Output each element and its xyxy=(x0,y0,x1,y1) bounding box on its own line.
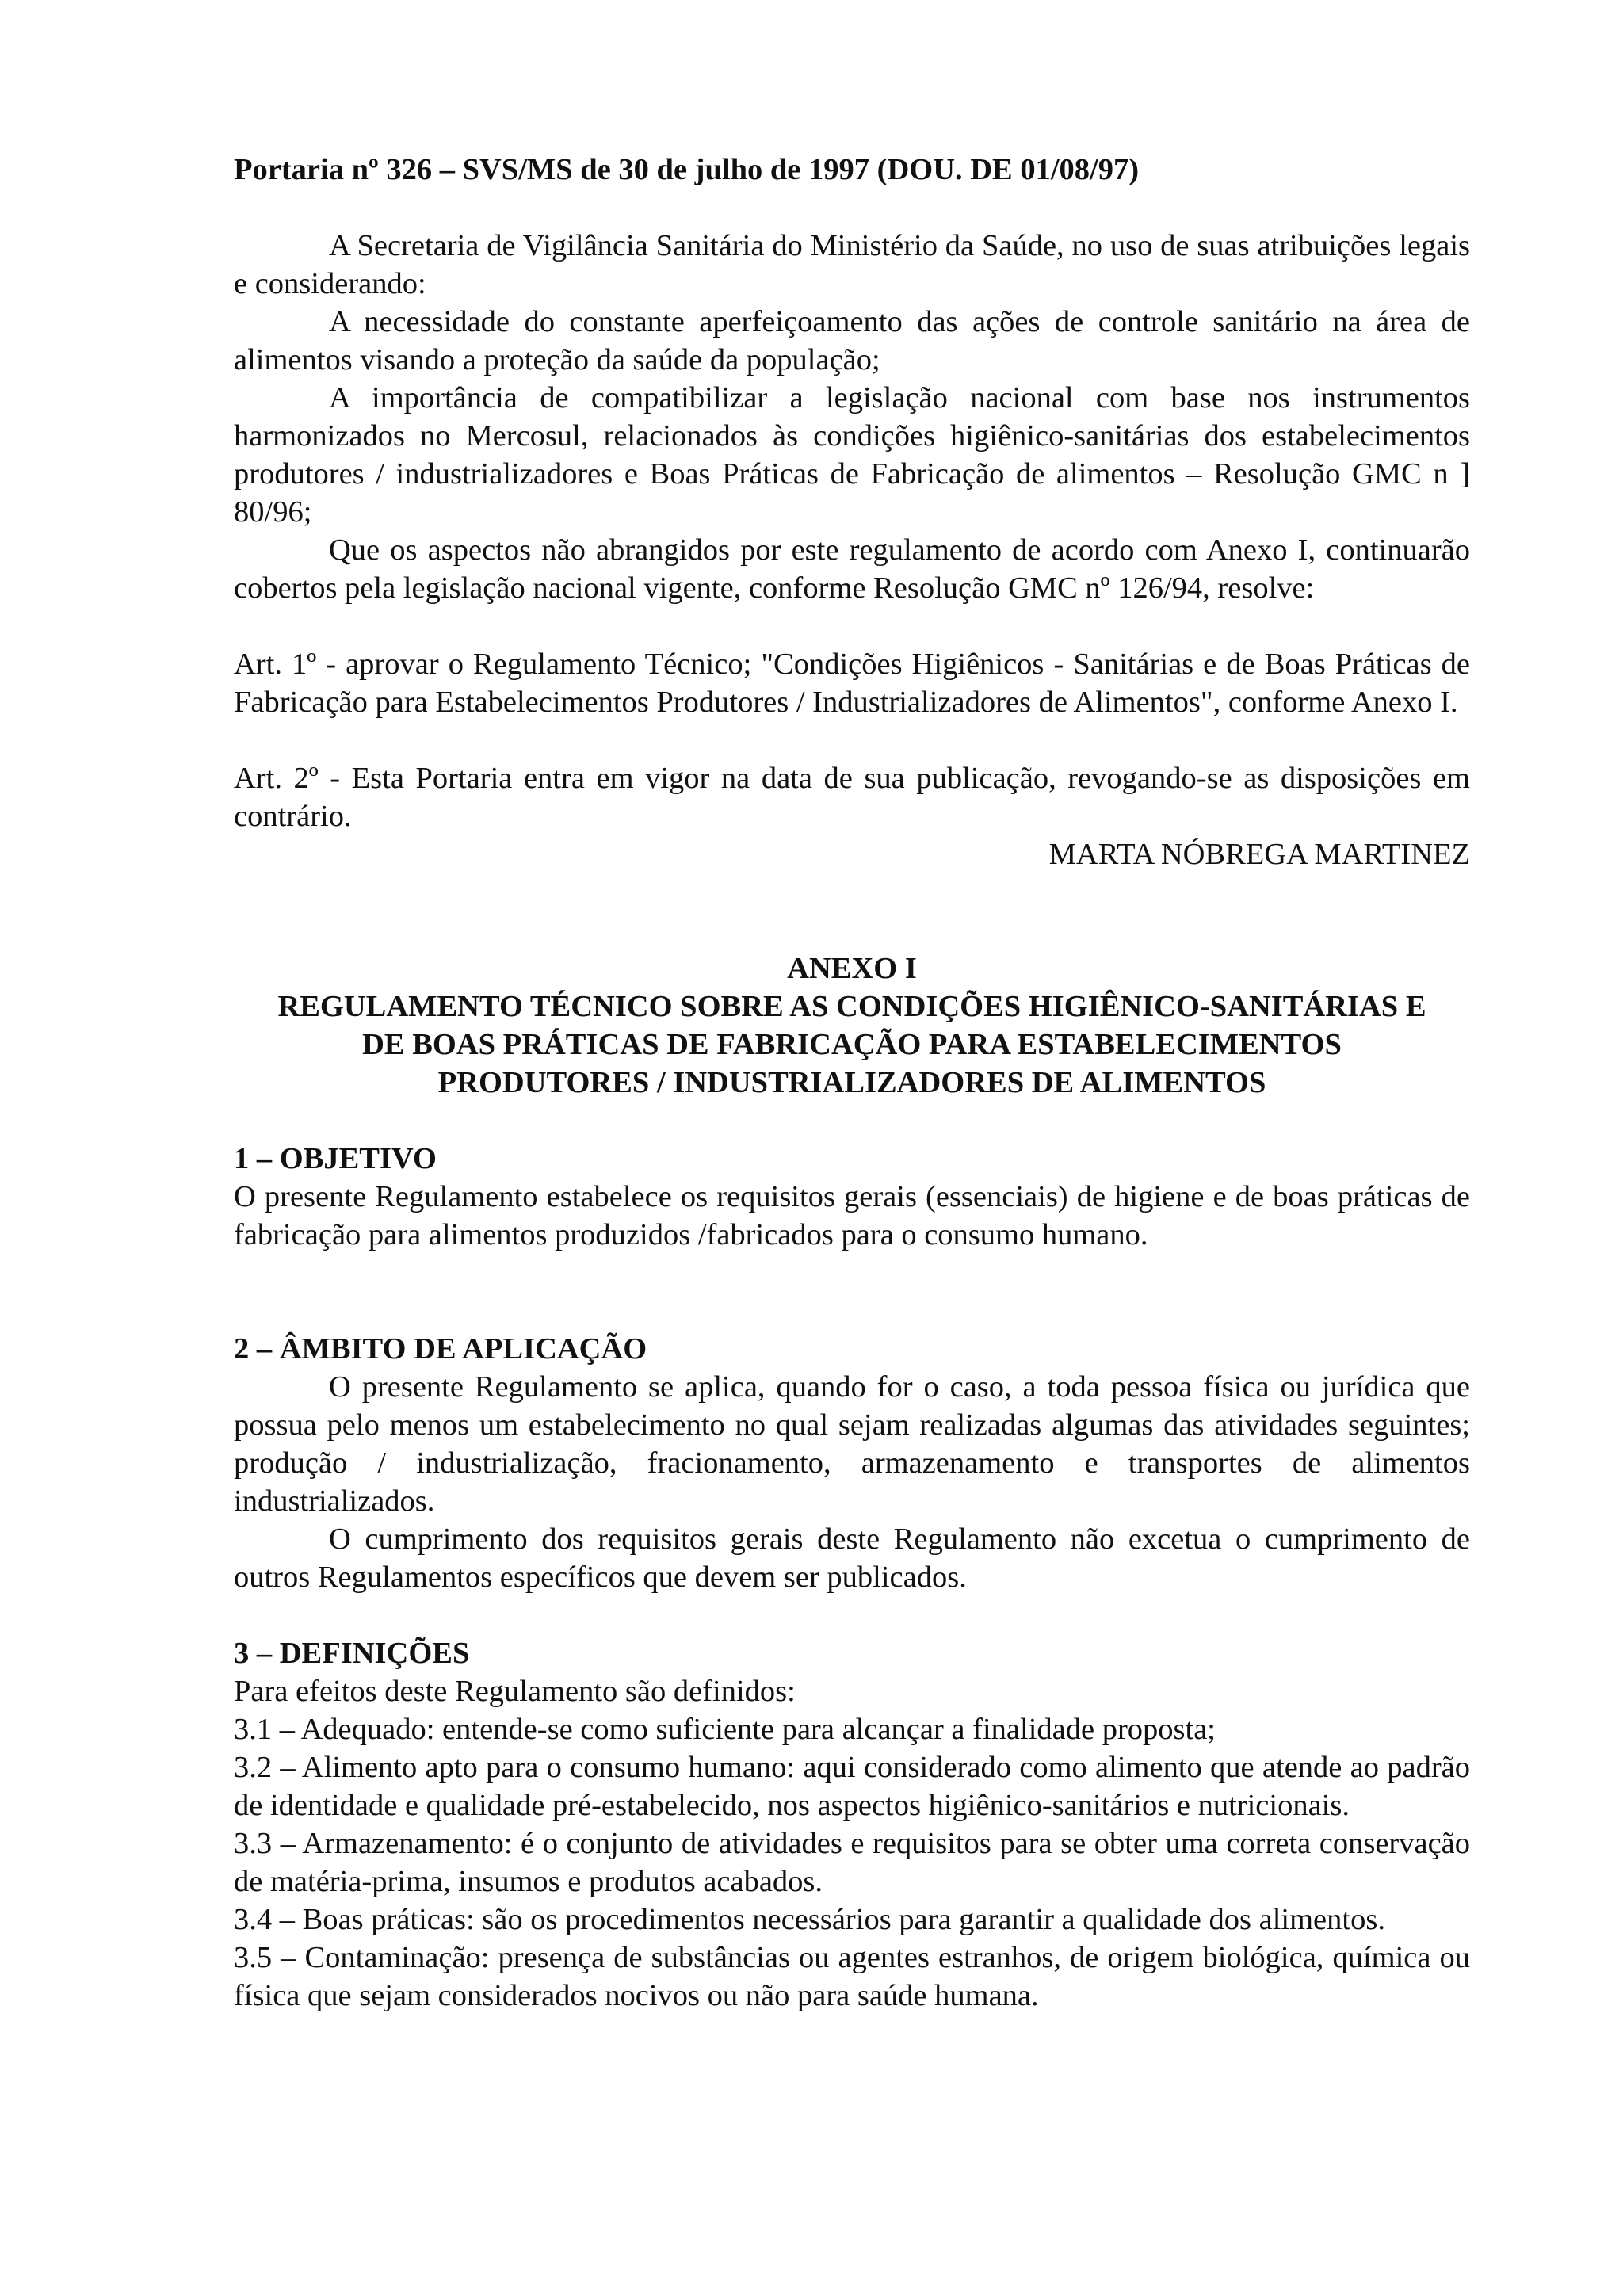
annex-title-line-3: PRODUTORES / INDUSTRIALIZADORES DE ALIMENTOS xyxy=(437,1066,1266,1099)
preamble-paragraph-4: Que os aspectos não abrangidos por este regulamento de acordo com Anexo I, continuarão cobertos pela legislação nacional vigente, conforme Resolução GMC nº 126/94, resolve: xyxy=(234,533,1470,605)
annex-label: ANEXO I xyxy=(787,952,917,985)
definition-item: 3.4 – Boas práticas: são os procedimentos necessários para garantir a qualidade dos alimentos. xyxy=(234,1903,1385,1936)
spacer xyxy=(234,1596,1470,1634)
preamble-paragraph-3: A importância de compatibilizar a legislação nacional com base nos instrumentos harmonizados no Mercosul, relacionados às condições higiênico-sanitárias dos estabelecimentos produtores / industrializadores e Boas Práticas de Fabricação de alimentos – Resolução GMC n ] 80/96; xyxy=(234,381,1470,529)
section-1-heading: 1 – OBJETIVO xyxy=(234,1142,437,1175)
definition-item: 3.5 – Contaminação: presença de substâncias ou agentes estranhos, de origem biológica, química ou física que sejam considerados nocivos ou não para saúde humana. xyxy=(234,1941,1470,2012)
section-3-heading: 3 – DEFINIÇÕES xyxy=(234,1637,470,1670)
spacer xyxy=(234,1254,1470,1330)
section-2-heading: 2 – ÂMBITO DE APLICAÇÃO xyxy=(234,1332,647,1366)
spacer xyxy=(234,189,1470,227)
article-2: Art. 2º - Esta Portaria entra em vigor na data de sua publicação, revogando-se as disposições em contrário. xyxy=(234,762,1470,833)
document-page xyxy=(234,151,1470,2015)
definition-item: 3.3 – Armazenamento: é o conjunto de atividades e requisitos para se obter uma correta conservação de matéria-prima, insumos e produtos acabados. xyxy=(234,1827,1470,1898)
section-1-text: O presente Regulamento estabelece os requisitos gerais (essenciais) de higiene e de boas práticas de fabricação para alimentos produzidos /fabricados para o consumo humano. xyxy=(234,1180,1470,1251)
annex-title-line-1: REGULAMENTO TÉCNICO SOBRE AS CONDIÇÕES HIGIÊNICO-SANITÁRIAS E xyxy=(277,990,1426,1023)
preamble-paragraph-2: A necessidade do constante aperfeiçoamento das ações de controle sanitário na área de alimentos visando a proteção da saúde da população; xyxy=(234,305,1470,376)
document-title: Portaria nº 326 – SVS/MS de 30 de julho de 1997 (DOU. DE 01/08/97) xyxy=(234,153,1140,186)
preamble-paragraph-1: A Secretaria de Vigilância Sanitária do Ministério da Saúde, no uso de suas atribuições legais e considerando: xyxy=(234,229,1470,300)
section-2-paragraph-1: O presente Regulamento se aplica, quando for o caso, a toda pessoa física ou jurídica que possua pelo menos um estabelecimento no qual sejam realizadas algumas das atividades seguintes; produção / industrialização, fracionamento, armazenamento e transportes de alimentos industrializados. xyxy=(234,1370,1470,1518)
spacer xyxy=(234,1102,1470,1140)
definition-item: 3.2 – Alimento apto para o consumo humano: aqui considerado como alimento que atende ao padrão de identidade e qualidade pré-estabelecido, nos aspectos higiênico-sanitários e nutricionais. xyxy=(234,1751,1470,1822)
spacer xyxy=(234,873,1470,949)
section-2-paragraph-2: O cumprimento dos requisitos gerais deste Regulamento não excetua o cumprimento de outros Regulamentos específicos que devem ser publicados. xyxy=(234,1522,1470,1594)
signature: MARTA NÓBREGA MARTINEZ xyxy=(1048,838,1470,871)
article-1: Art. 1º - aprovar o Regulamento Técnico; "Condições Higiênicos - Sanitárias e de Boas Práticas de Fabricação para Estabelecimentos Produtores / Industrializadores de Alimentos", conforme Anexo I. xyxy=(234,648,1470,719)
annex-title-line-2: DE BOAS PRÁTICAS DE FABRICAÇÃO PARA ESTABELECIMENTOS xyxy=(362,1028,1342,1061)
spacer xyxy=(234,607,1470,645)
section-3-intro: Para efeitos deste Regulamento são definidos: xyxy=(234,1675,796,1708)
spacer xyxy=(234,721,1470,759)
definition-item: 3.1 – Adequado: entende-se como suficiente para alcançar a finalidade proposta; xyxy=(234,1713,1216,1746)
